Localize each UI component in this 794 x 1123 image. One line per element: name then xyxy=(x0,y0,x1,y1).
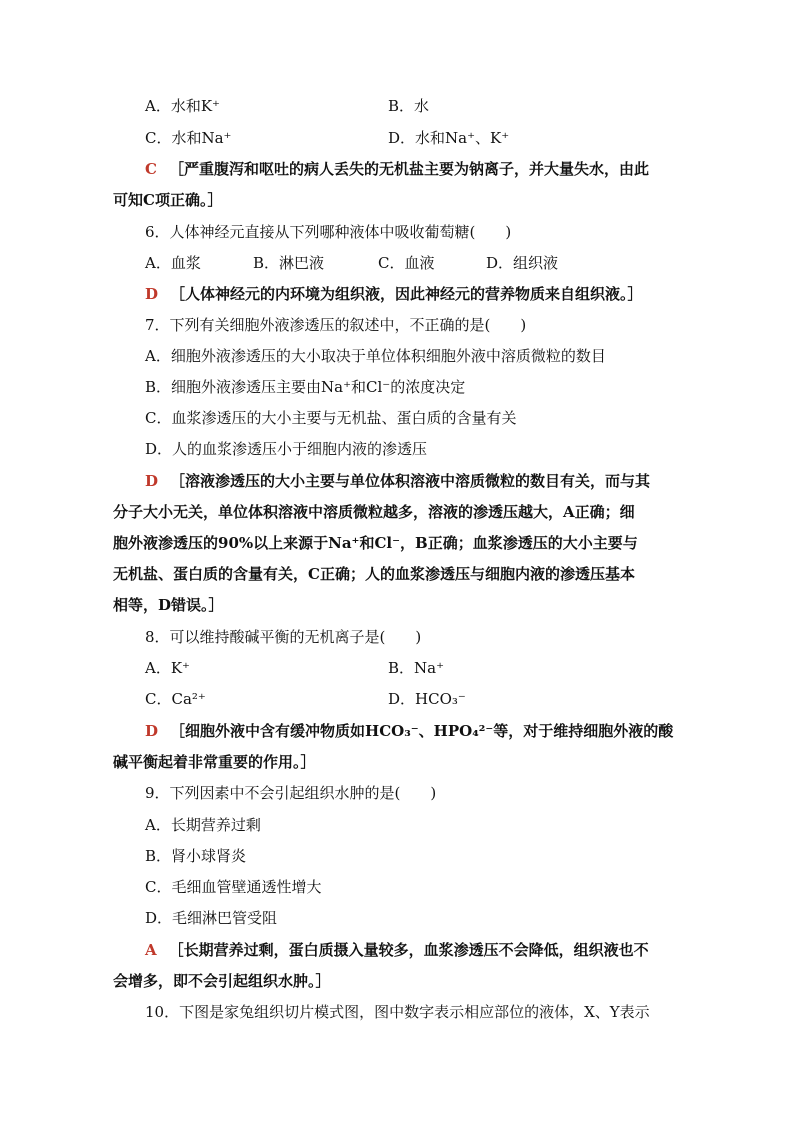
q5-option-b: B．水 xyxy=(388,97,430,115)
q7-answer-line1: D ［溶液渗透压的大小主要与单位体积溶液中溶质微粒的数目有关，而与其 xyxy=(145,472,651,490)
q8-answer-line1: D ［细胞外液中含有缓冲物质如HCO₃⁻、HPO₄²⁻等，对于维持细胞外液的酸 xyxy=(145,722,674,740)
q5-option-a: A．水和K⁺ xyxy=(145,97,220,115)
q7-answer-line2: 分子大小无关，单位体积溶液中溶质微粒越多，溶液的渗透压越大，A正确；细 xyxy=(113,503,635,521)
q6-option-d: D．组织液 xyxy=(486,254,559,272)
q9-answer-letter: A xyxy=(145,941,157,959)
q9-option-a: A．长期营养过剩 xyxy=(145,816,261,834)
q9-stem: 9．下列因素中不会引起组织水肿的是( ) xyxy=(145,784,437,802)
q7-answer-line3: 胞外液渗透压的90%以上来源于Na⁺和Cl⁻，B正确；血浆渗透压的大小主要与 xyxy=(113,534,638,552)
q5-option-d: D．水和Na⁺、K⁺ xyxy=(388,129,510,147)
q8-option-a: A．K⁺ xyxy=(145,659,190,677)
q7-answer-line5: 相等，D错误。］ xyxy=(113,596,224,614)
q8-stem: 8．可以维持酸碱平衡的无机离子是( ) xyxy=(145,628,422,646)
q6-stem: 6．人体神经元直接从下列哪种液体中吸收葡萄糖( ) xyxy=(145,223,512,241)
q8-answer-letter: D xyxy=(145,722,159,740)
q9-option-b: B．肾小球肾炎 xyxy=(145,847,247,865)
q7-option-c: C．血浆渗透压的大小主要与无机盐、蛋白质的含量有关 xyxy=(145,409,517,427)
q9-option-c: C．毛细血管壁通透性增大 xyxy=(145,878,322,896)
q6-answer-letter: D xyxy=(145,285,159,303)
q6-option-c: C．血液 xyxy=(378,254,435,272)
q7-option-a: A．细胞外液渗透压的大小取决于单位体积细胞外液中溶质微粒的数目 xyxy=(145,347,606,365)
q8-option-c: C．Ca²⁺ xyxy=(145,690,206,708)
q6-option-a: A．血浆 xyxy=(145,254,201,272)
q8-option-d: D．HCO₃⁻ xyxy=(388,690,466,708)
q5-answer-line2: 可知C项正确。］ xyxy=(113,191,223,209)
q9-option-d: D．毛细淋巴管受阻 xyxy=(145,909,278,927)
q5-option-c: C．水和Na⁺ xyxy=(145,129,232,147)
q5-answer-letter: C xyxy=(145,160,157,178)
q7-answer-letter: D xyxy=(145,472,159,490)
q7-option-b: B．细胞外液渗透压主要由Na⁺和Cl⁻的浓度决定 xyxy=(145,378,466,396)
q9-answer-line2: 会增多，即不会引起组织水肿。］ xyxy=(113,972,331,990)
q8-option-b: B．Na⁺ xyxy=(388,659,445,677)
q6-option-b: B．淋巴液 xyxy=(253,254,325,272)
q6-answer: D ［人体神经元的内环境为组织液，因此神经元的营养物质来自组织液。］ xyxy=(145,285,643,303)
q7-answer-line4: 无机盐、蛋白质的含量有关，C正确；人的血浆渗透压与细胞内液的渗透压基本 xyxy=(113,565,635,583)
q7-stem: 7．下列有关细胞外液渗透压的叙述中，不正确的是( ) xyxy=(145,316,527,334)
q8-answer-line2: 碱平衡起着非常重要的作用。］ xyxy=(113,753,316,771)
q7-option-d: D．人的血浆渗透压小于细胞内液的渗透压 xyxy=(145,440,428,458)
q10-stem: 10．下图是家兔组织切片模式图，图中数字表示相应部位的液体，X、Y表示 xyxy=(145,1003,650,1021)
q9-answer-line1: A ［长期营养过剩，蛋白质摄入量较多，血浆渗透压不会降低，组织液也不 xyxy=(145,941,649,959)
q5-answer-line1: C ［严重腹泻和呕吐的病人丢失的无机盐主要为钠离子，并大量失水，由此 xyxy=(145,160,649,178)
